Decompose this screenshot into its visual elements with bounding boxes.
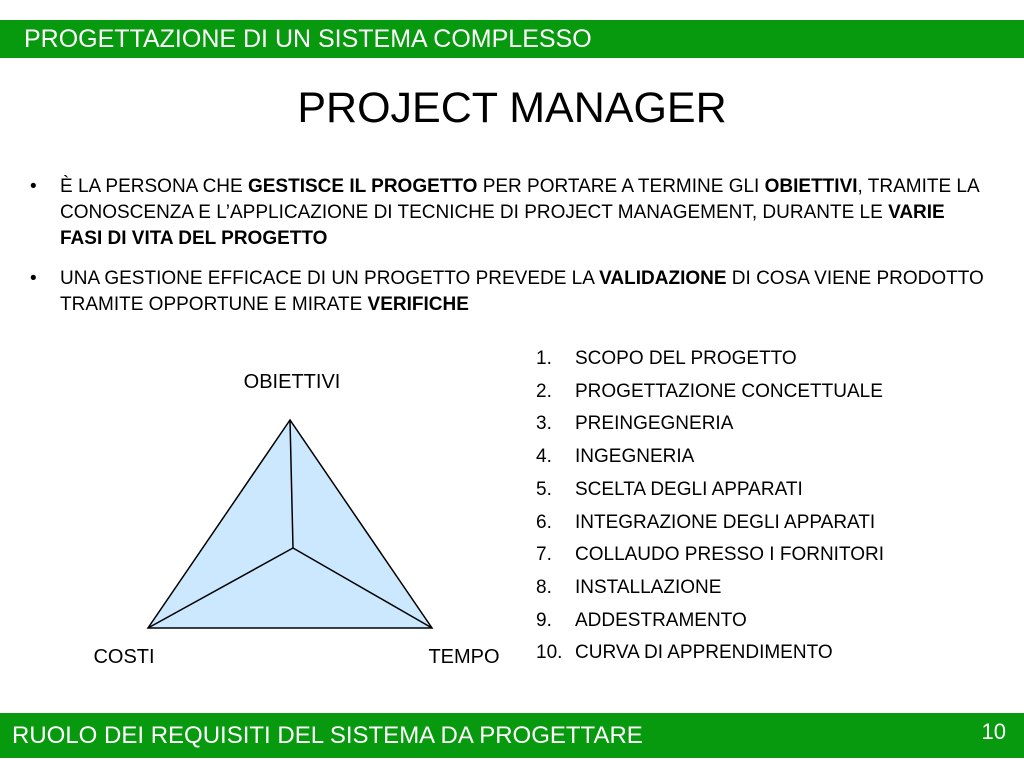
- phase-item: [536, 572, 976, 605]
- phase-number: 1.: [536, 348, 552, 369]
- phase-item: [536, 637, 976, 670]
- phase-label: ADDESTRAMENTO: [575, 609, 747, 631]
- phase-number: 8.: [536, 576, 552, 598]
- phase-number: 4.: [536, 446, 552, 468]
- bullet-text-segment: DI COSA VIENE PRODOTTO TRAMITE OPPORTUNE E MIRATE: [60, 268, 984, 315]
- header-title: PROGETTAZIONE DI UN SISTEMA COMPLESSO: [24, 25, 592, 53]
- phase-item: [536, 343, 976, 376]
- phase-label: PROGETTAZIONE CONCETTUALE: [575, 380, 883, 402]
- phase-item: [536, 441, 976, 474]
- triangle-label-costs: COSTI: [93, 646, 155, 668]
- phase-label: INSTALLAZIONE: [575, 576, 722, 598]
- phase-label: SCOPO DEL PROGETTO: [575, 348, 797, 369]
- bullet-text-bold: VARIE FASI DI VITA DEL PROGETTO: [60, 202, 945, 249]
- phase-number: 10.: [536, 642, 563, 664]
- phase-label: COLLAUDO PRESSO I FORNITORI: [575, 544, 884, 566]
- phase-number: 9.: [536, 609, 552, 631]
- phase-number: 3.: [536, 413, 552, 435]
- bullet-text-bold: GESTISCE IL PROGETTO: [247, 176, 478, 197]
- phase-number: 2.: [536, 380, 552, 402]
- phase-number: 7.: [536, 544, 552, 566]
- bullet-marker: •: [30, 176, 37, 197]
- bullet-text-segment: PER PORTARE A TERMINE GLI: [477, 176, 765, 197]
- phase-item: [536, 507, 976, 540]
- project-phases-list: [536, 343, 976, 670]
- bullet-text-bold: VERIFICHE: [367, 294, 469, 315]
- phase-label: INTEGRAZIONE DEGLI APPARATI: [575, 511, 876, 533]
- phase-label: CURVA DI APPRENDIMENTO: [575, 642, 833, 664]
- bullet-marker: •: [30, 268, 37, 289]
- slide-title: PROJECT MANAGER: [297, 84, 727, 132]
- phase-item: [536, 408, 976, 441]
- bullet-text-bold: VALIDAZIONE: [599, 268, 727, 289]
- phase-number: 5.: [536, 478, 552, 500]
- phase-item: [536, 474, 976, 507]
- phase-label: PREINGEGNERIA: [575, 413, 734, 435]
- page-number: 10: [981, 719, 1006, 744]
- footer-title: RUOLO DEI REQUISITI DEL SISTEMA DA PROGETTARE: [12, 722, 643, 749]
- phase-item: [536, 539, 976, 572]
- phase-label: INGEGNERIA: [575, 446, 695, 468]
- phase-label: SCELTA DEGLI APPARATI: [575, 478, 803, 500]
- bullet-text-segment: , TRAMITE LA CONOSCENZA E L’APPLICAZIONE DI TECNICHE DI PROJECT MANAGEMENT, DURANTE LE: [60, 176, 979, 223]
- bullet-text-segment: È LA PERSONA CHE: [60, 176, 248, 197]
- phase-item: [536, 376, 976, 409]
- triangle-label-objectives: OBIETTIVI: [243, 371, 341, 393]
- phase-item: [536, 605, 976, 638]
- footer-bar: [0, 713, 1024, 758]
- triangle-label-time: TEMPO: [428, 646, 500, 668]
- bullet-text-bold: OBIETTIVI: [764, 176, 858, 197]
- bullet-text-segment: UNA GESTIONE EFFICACE DI UN PROGETTO PREVEDE LA: [60, 268, 600, 289]
- phase-number: 6.: [536, 511, 552, 533]
